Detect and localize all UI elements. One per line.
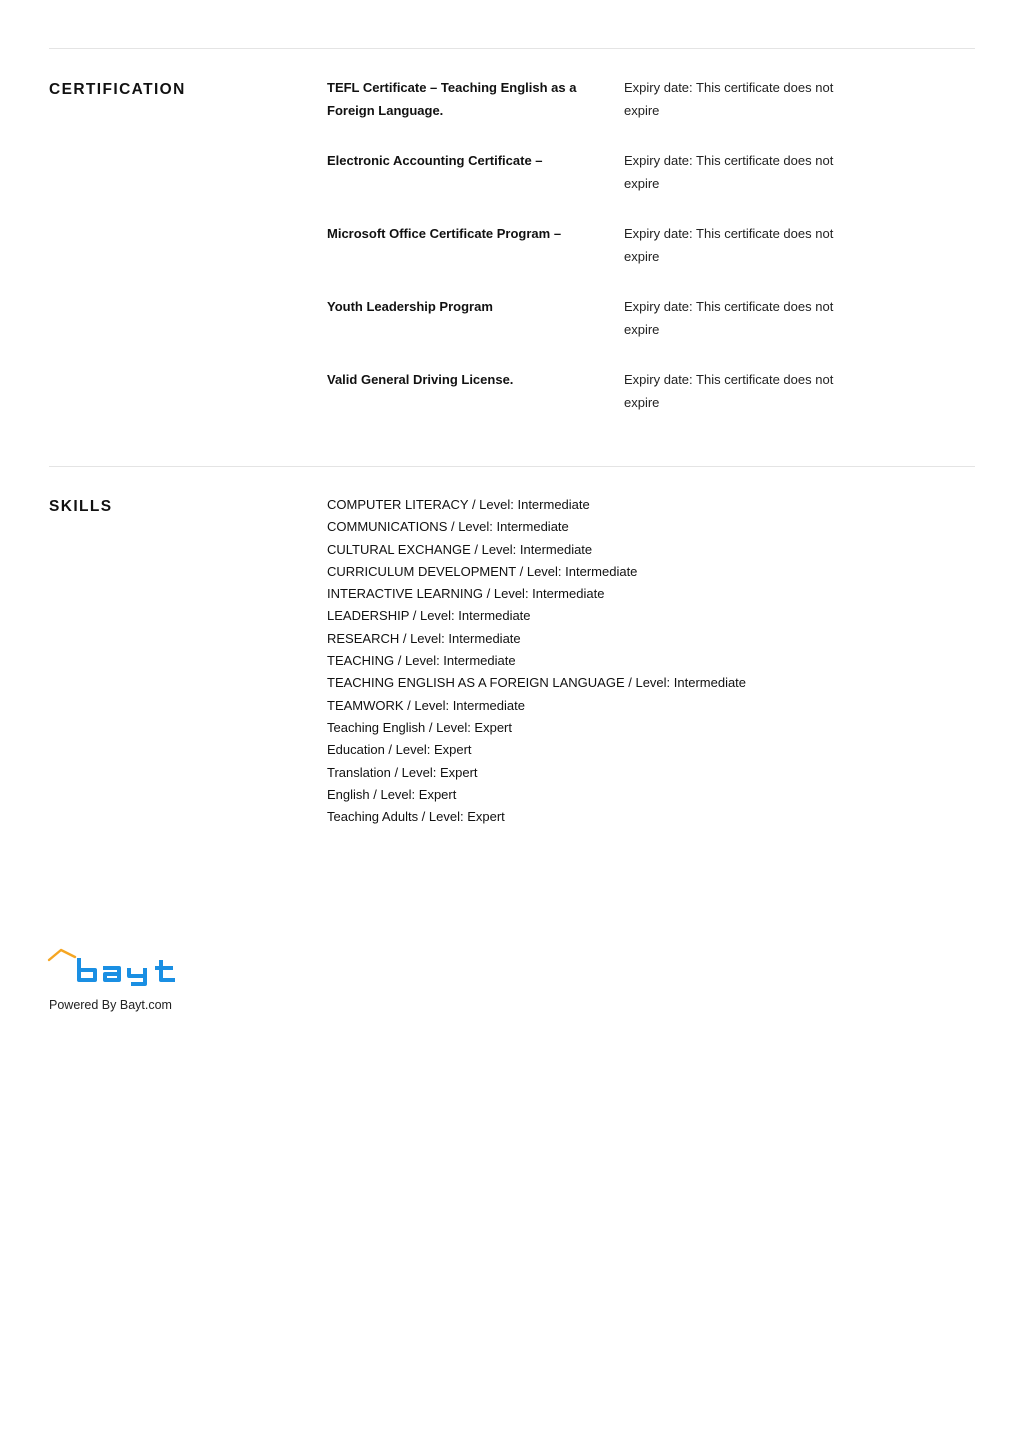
- certification-expiry: Expiry date: This certificate does not expire: [624, 372, 834, 410]
- logo-roof: [49, 950, 75, 960]
- skills-heading: SKILLS: [49, 498, 113, 515]
- skill-item: LEADERSHIP / Level: Intermediate: [327, 608, 531, 624]
- skill-item: INTERACTIVE LEARNING / Level: Intermediate: [327, 586, 605, 602]
- section-divider: [49, 466, 975, 467]
- logo-letter-b: [79, 958, 95, 980]
- certification-item: [327, 77, 927, 150]
- skill-item: TEACHING ENGLISH AS A FOREIGN LANGUAGE / Level: Intermediate: [327, 675, 747, 691]
- certification-item: [327, 369, 927, 442]
- certification-item: [327, 150, 927, 223]
- certification-expiry: Expiry date: This certificate does not expire: [624, 153, 834, 191]
- certification-expiry: Expiry date: This certificate does not expire: [624, 80, 834, 118]
- skill-item: Teaching English / Level: Expert: [327, 719, 512, 735]
- skill-item: RESEARCH / Level: Intermediate: [327, 630, 521, 646]
- certification-name: Electronic Accounting Certificate –: [327, 153, 543, 168]
- skill-item: Education / Level: Expert: [327, 742, 472, 758]
- certification-name: Microsoft Office Certificate Program –: [327, 226, 562, 241]
- top-divider: [49, 48, 975, 49]
- skill-item: CULTURAL EXCHANGE / Level: Intermediate: [327, 541, 593, 557]
- skill-item: Translation / Level: Expert: [327, 764, 478, 780]
- skill-item: CURRICULUM DEVELOPMENT / Level: Intermediate: [327, 563, 638, 579]
- certification-expiry: Expiry date: This certificate does not expire: [624, 226, 834, 264]
- skills-list: [327, 494, 746, 828]
- certification-name: Valid General Driving License.: [327, 372, 514, 387]
- skill-item: TEACHING / Level: Intermediate: [327, 653, 516, 669]
- powered-by-text: Powered By Bayt.com: [49, 998, 172, 1012]
- skill-item: COMPUTER LITERACY / Level: Intermediate: [327, 497, 590, 512]
- certification-name: Youth Leadership Program: [327, 299, 493, 314]
- certification-item: [327, 296, 927, 369]
- certification-name: TEFL Certificate – Teaching English as a Foreign Language.: [327, 80, 577, 118]
- certification-expiry: Expiry date: This certificate does not expire: [624, 299, 834, 337]
- certification-heading: CERTIFICATION: [49, 81, 186, 98]
- certification-item: [327, 223, 927, 296]
- logo-letter-t: [155, 960, 175, 980]
- logo-letter-y: [129, 968, 145, 984]
- certification-list: [327, 77, 927, 442]
- skill-item: TEAMWORK / Level: Intermediate: [327, 697, 525, 713]
- skill-item: Teaching Adults / Level: Expert: [327, 809, 505, 825]
- skill-item: COMMUNICATIONS / Level: Intermediate: [327, 519, 569, 535]
- bayt-logo: [47, 946, 193, 986]
- skill-item: English / Level: Expert: [327, 786, 457, 802]
- logo-letter-a: [103, 968, 119, 980]
